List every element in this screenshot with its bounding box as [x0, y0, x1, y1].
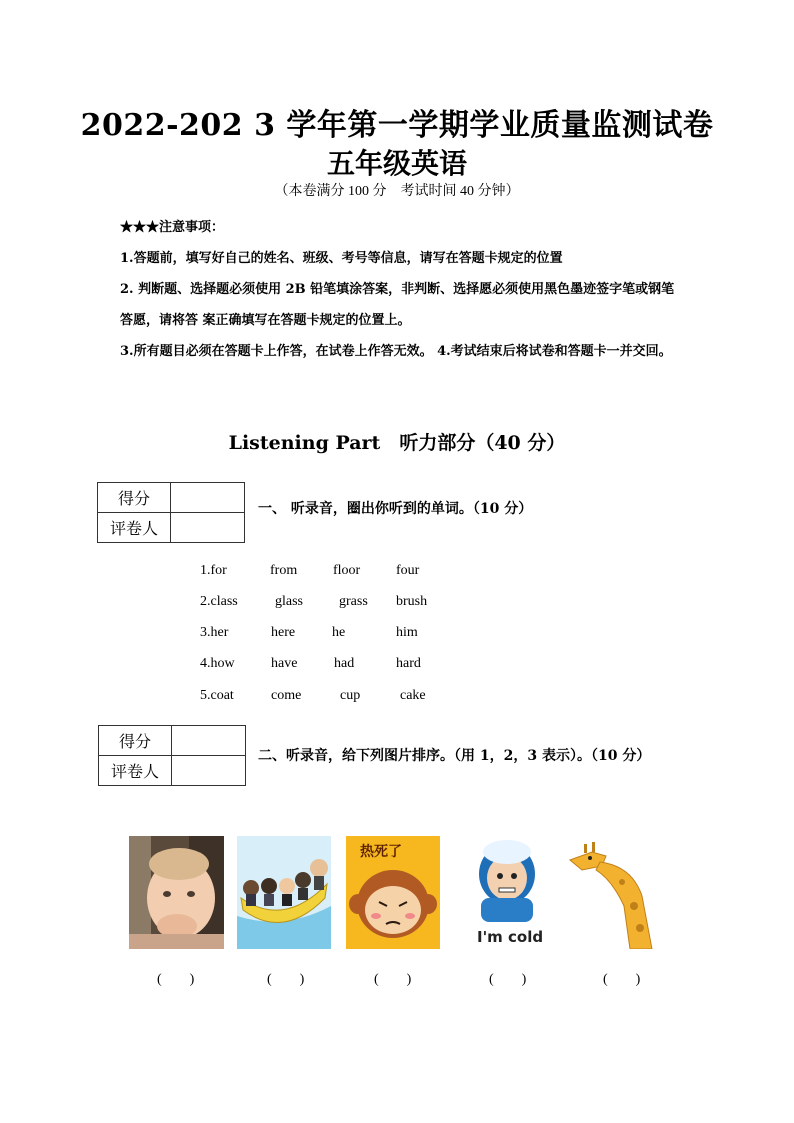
cold-boy-caption: I'm cold	[477, 928, 544, 946]
word-option[interactable]: here	[271, 625, 296, 640]
word-option[interactable]: come	[271, 688, 302, 703]
word-option[interactable]: 3.her	[200, 625, 229, 640]
grader-label: 评卷人	[98, 513, 171, 543]
word-option[interactable]: floor	[333, 563, 361, 578]
word-option[interactable]: 5.coat	[200, 688, 234, 703]
hot-monkey-caption: 热死了	[360, 844, 402, 860]
giraffe-picture	[562, 836, 664, 949]
cold-boy-picture	[467, 836, 547, 949]
answer-blank[interactable]: ( )	[267, 972, 305, 987]
score-box	[98, 725, 246, 786]
word-option[interactable]: 2.class	[200, 594, 238, 609]
exam-subtitle: 五年级英语	[326, 147, 467, 180]
part-title: Listening Part 听力部分（40 分）	[228, 432, 566, 454]
section-2-instruction: 二、听录音，给下列图片排序。（用 1，2，3 表示）。（10 分）	[258, 748, 651, 764]
people-on-banana-boat-picture	[237, 836, 331, 949]
word-option[interactable]: grass	[339, 594, 368, 609]
notes-heading: ★★★注意事项：	[120, 220, 225, 235]
score-cell[interactable]	[171, 483, 245, 513]
word-option[interactable]: brush	[396, 594, 428, 609]
word-option[interactable]: 1.for	[200, 563, 227, 578]
answer-blank[interactable]: ( )	[603, 972, 641, 987]
exam-info: （本卷满分 100 分 考试时间 40 分钟）	[274, 184, 520, 199]
word-option[interactable]: 4.how	[200, 656, 235, 671]
note-item-3: 3.所有题目必须在答题卡上作答，在试卷上作答无效。 4.考试结束后将试卷和答题卡一并交回。	[120, 344, 672, 359]
grader-cell[interactable]	[172, 756, 246, 786]
word-option[interactable]: cake	[400, 688, 426, 703]
score-box	[97, 482, 245, 543]
word-option[interactable]: have	[271, 656, 298, 671]
baby-picture	[129, 836, 224, 949]
answer-blank[interactable]: ( )	[157, 972, 195, 987]
grader-label: 评卷人	[99, 756, 172, 786]
answer-blank[interactable]: ( )	[489, 972, 527, 987]
hot-monkey-picture	[346, 836, 440, 949]
word-option[interactable]: had	[334, 656, 355, 671]
word-option[interactable]: hard	[396, 656, 421, 671]
score-cell[interactable]	[172, 726, 246, 756]
word-option[interactable]: four	[396, 563, 420, 578]
word-option[interactable]: from	[270, 563, 298, 578]
exam-title: 2022-202 3 学年第一学期学业质量监测试卷	[80, 108, 714, 143]
word-option[interactable]: him	[396, 625, 418, 640]
score-label: 得分	[98, 483, 171, 513]
word-option[interactable]: glass	[275, 594, 303, 609]
word-option[interactable]: he	[332, 625, 346, 640]
answer-blank[interactable]: ( )	[374, 972, 412, 987]
grader-cell[interactable]	[171, 513, 245, 543]
score-label: 得分	[99, 726, 172, 756]
word-option[interactable]: cup	[340, 688, 361, 703]
section-1-instruction: 一、 听录音，圈出你听到的单词。（10 分）	[258, 501, 533, 517]
note-item-2: 2. 判断题、选择题必须使用 2B 铅笔填涂答案，非判断、选择愿必须使用黑色墨迹签字笔或钢笔答愿，请将答 案正确填写在答题卡规定的位置上。	[120, 282, 675, 328]
note-item-1: 1.答题前，填写好自己的姓名、班级、考号等信息，请写在答题卡规定的位置	[120, 251, 563, 266]
